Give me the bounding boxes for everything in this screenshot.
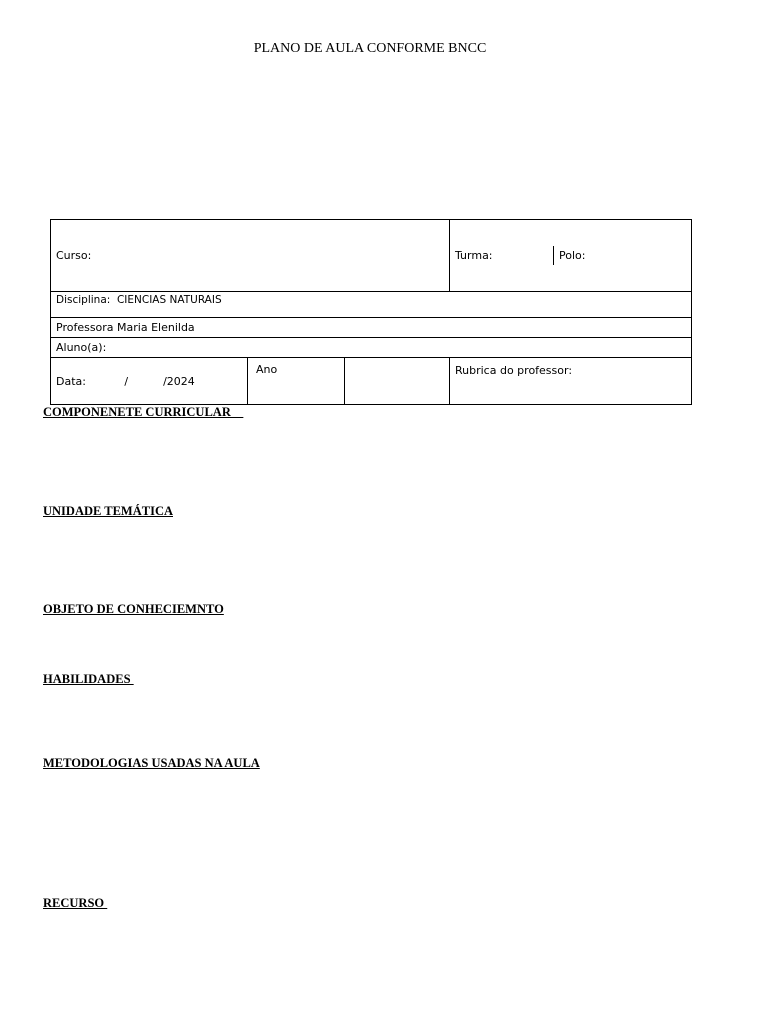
form-row-data bbox=[51, 358, 692, 405]
turma-field[interactable]: Turma: bbox=[450, 246, 554, 265]
data-field[interactable]: Data: / /2024 bbox=[51, 358, 248, 405]
rubrica-field[interactable]: Rubrica do professor: bbox=[450, 358, 692, 405]
ano-label: Ano bbox=[248, 358, 345, 405]
document-title: PLANO DE AULA CONFORME BNCC bbox=[253, 41, 487, 56]
form-row-professora bbox=[51, 318, 692, 338]
polo-field[interactable]: Polo: bbox=[559, 249, 586, 262]
header-form-table bbox=[50, 219, 692, 405]
heading-unidade-tematica: UNIDADE TEMÁTICA bbox=[43, 504, 173, 518]
heading-metodologias: METODOLOGIAS USADAS NA AULA bbox=[43, 756, 260, 770]
aluno-field[interactable]: Aluno(a): bbox=[51, 338, 692, 358]
heading-recurso: RECURSO bbox=[43, 896, 108, 910]
ano-value-field[interactable] bbox=[345, 358, 450, 405]
professora-field[interactable]: Professora Maria Elenilda bbox=[51, 318, 692, 338]
heading-componente-curricular: COMPONENETE CURRICULAR bbox=[43, 405, 244, 419]
form-row-aluno bbox=[51, 338, 692, 358]
form-row-disciplina bbox=[51, 292, 692, 318]
disciplina-field[interactable]: Disciplina: CIENCIAS NATURAIS bbox=[51, 292, 692, 318]
form-row-curso bbox=[51, 220, 692, 292]
heading-habilidades: HABILIDADES bbox=[43, 672, 134, 686]
heading-objeto-conhecimento: OBJETO DE CONHECIEMNTO bbox=[43, 602, 224, 616]
curso-field[interactable]: Curso: bbox=[51, 220, 450, 292]
